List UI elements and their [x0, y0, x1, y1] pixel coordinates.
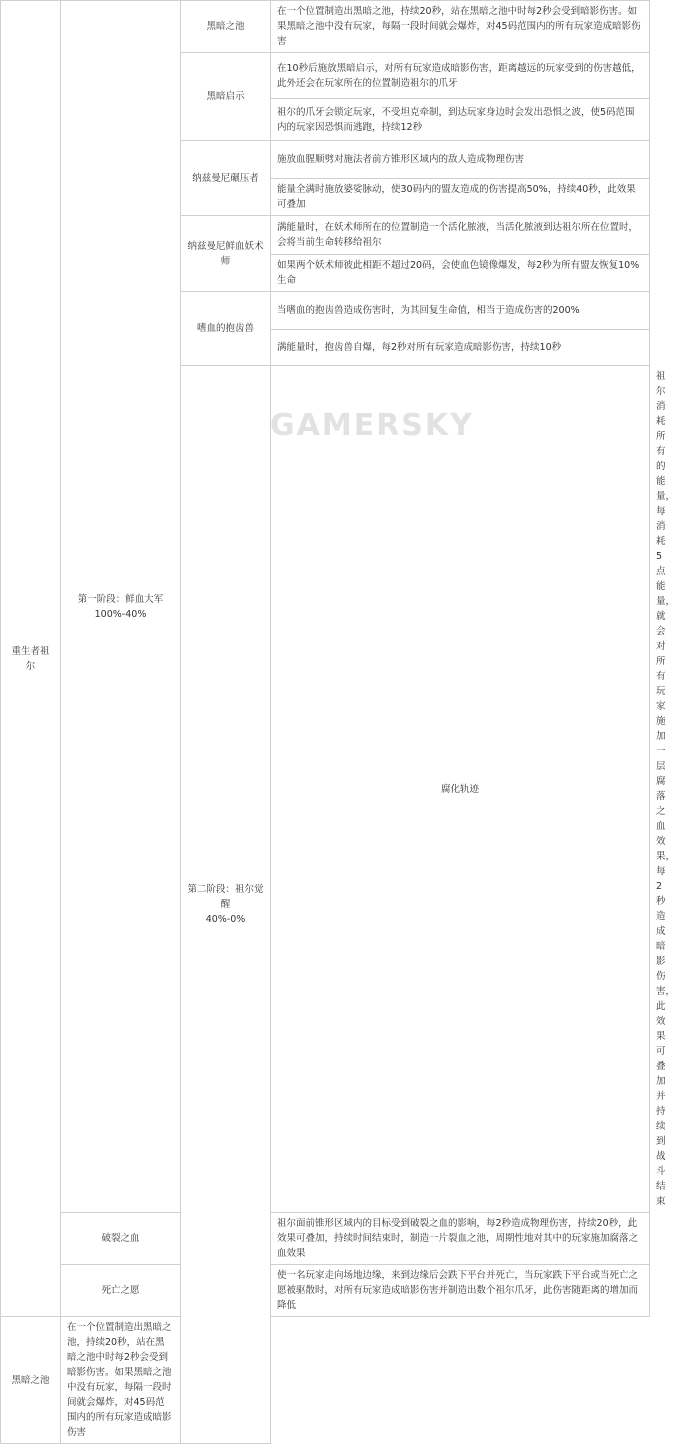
skill-description: 如果两个妖术师彼此相距不超过20码，会使血色镜像爆发，每2秒为所有盟友恢复10%生命: [271, 255, 650, 292]
skill-name: 嗜血的抱齿兽: [181, 292, 271, 366]
skill-name: 纳兹曼尼碾压者: [181, 141, 271, 216]
skill-description: 使一名玩家走向场地边缘，来到边缘后会跌下平台并死亡，当玩家跌下平台或当死亡之愿被驱散时，对所有玩家造成暗影伤害并制造出数个祖尔爪牙，此伤害随距离的增加而降低: [271, 1265, 650, 1317]
phase2-cell: [181, 366, 271, 1444]
skill-description: 祖尔面前锥形区域内的目标受到破裂之血的影响，每2秒造成物理伤害，持续20秒，此效果可叠加，持续时间结束时，制造一片裂血之池，周期性地对其中的玩家施加腐落之血效果: [271, 1213, 650, 1265]
skill-description: 满能量时，抱齿兽自爆，每2秒对所有玩家造成暗影伤害，持续10秒: [271, 330, 650, 366]
skill-description: 在10秒后施放黑暗启示，对所有玩家造成暗影伤害，距离越远的玩家受到的伤害越低，此外还会在玩家所在的位置制造祖尔的爪牙: [271, 53, 650, 99]
skill-description: 当嗜血的抱齿兽造成伤害时，为其回复生命值，相当于造成伤害的200%: [271, 292, 650, 330]
phase1-cell: [61, 1, 181, 1213]
skill-description: 能量全满时施放婆娑脉动，使30码内的盟友造成的伤害提高50%，持续40秒，此效果可叠加: [271, 179, 650, 216]
skill-name: 死亡之愿: [61, 1265, 181, 1317]
skill-name: 黑暗启示: [181, 53, 271, 141]
skill-name: 纳兹曼尼鲜血妖术师: [181, 216, 271, 292]
phase2-range: 40%-0%: [205, 914, 246, 925]
skill-description: 满能量时，在妖术师所在的位置制造一个活化脓液，当活化脓液到达祖尔所在位置时，会将当前生命转移给祖尔: [271, 216, 650, 255]
skill-description: 祖尔的爪牙会锁定玩家，不受坦克牵制，到达玩家身边时会发出恐惧之波，使5码范围内的玩家因恐惧而逃跑，持续12秒: [271, 99, 650, 141]
skill-description: 在一个位置制造出黑暗之池，持续20秒，站在黑暗之池中时每2秒会受到暗影伤害。如果黑暗之池中没有玩家，每隔一段时间就会爆炸，对45码范围内的所有玩家造成暗影伤害: [61, 1317, 181, 1444]
boss-ability-table: 重生者祖尔 第一阶段：鲜血大军 100%-40% 黑暗之池 在一个位置制造出黑暗之池，持续20秒，站在黑暗之池中时每2秒会受到暗影伤害。如果黑暗之池中没有玩家，每隔一段时间就会爆炸，对45码范围内的所有玩家造成暗影伤害 黑暗启示 在10秒后施放黑暗启示，对所有玩家造成暗影伤害，距离越远的玩家受到的伤害越低，此外还会在玩家所在的位置制造祖尔的爪牙 祖尔的爪牙会锁定玩家，不受坦克牵制，到达玩家身边时会发出恐惧之波，使5码范围内的玩家因恐惧而逃跑，持续12秒 纳兹曼尼碾压者 施放血腥顺劈对施法者前方锥形区域内的敌人造成物理伤害 能量全满时施放婆娑脉动，使30码内的盟友造成的伤害提高50%，持续40秒，此效果可叠加 纳兹曼尼鲜血妖术师 满能量时，在妖术师所在的位置制造一个活化脓液，当活化脓液到达祖尔所在位置时，会将当前生命转移给祖尔 如果两个妖术师彼此相距不超过20码，会使血色镜像爆发，每2秒为所有盟友恢复10%生命 嗜血的抱齿兽 当嗜血的抱齿兽造成伤害时，为其回复生命值，相当于造成伤害的200% 满能量时，抱齿兽自爆，每2秒对所有玩家造成暗影伤害，持续10秒 第二阶段：祖尔觉醒 40%-0% 腐化轨迹 祖尔消耗所有的能量，每消耗5点能量，就会对所有玩家施加一层腐落之血效果，每2秒造成暗影伤害，此效果可叠加并持续到战斗结束 破裂之血 祖尔面前锥形区域内的目标受到破裂之血的影响，每2秒造成物理伤害，持续20秒，此效果可叠加，持续时间结束时，制造一片裂血之池，周期性地对其中的玩家施加腐落之血效果 死亡之愿 使一名玩家走向场地边缘，来到边缘后会跌下平台并死亡，当玩家跌下平台或当死亡之愿被驱散时，对所有玩家造成暗影伤害并制造出数个祖尔爪牙，此伤害随距离的增加而降低 黑暗之池 在一个位置制造出黑暗之池，持续20秒，站在黑暗之池中时每2秒会受到暗影伤害。如果黑暗之池中没有玩家，每隔一段时间就会爆炸，对45码范围内的所有玩家造成暗影伤害: [0, 0, 650, 1444]
phase1-range: 100%-40%: [94, 608, 147, 620]
skill-name: 腐化轨迹: [271, 366, 650, 1213]
skill-description: 施放血腥顺劈对施法者前方锥形区域内的敌人造成物理伤害: [271, 141, 650, 179]
skill-name: 黑暗之池: [181, 1, 271, 53]
phase2-title: 第二阶段：祖尔觉醒: [187, 884, 264, 910]
skill-name: 破裂之血: [61, 1213, 181, 1265]
boss-name-cell: 重生者祖尔: [1, 1, 61, 1317]
skill-description: 在一个位置制造出黑暗之池，持续20秒，站在黑暗之池中时每2秒会受到暗影伤害。如果黑暗之池中没有玩家，每隔一段时间就会爆炸，对45码范围内的所有玩家造成暗影伤害: [271, 1, 650, 53]
skill-name: 黑暗之池: [1, 1317, 61, 1444]
watermark-text: GAMERSKY: [270, 408, 474, 443]
phase1-title: 第一阶段：鲜血大军: [77, 593, 164, 605]
